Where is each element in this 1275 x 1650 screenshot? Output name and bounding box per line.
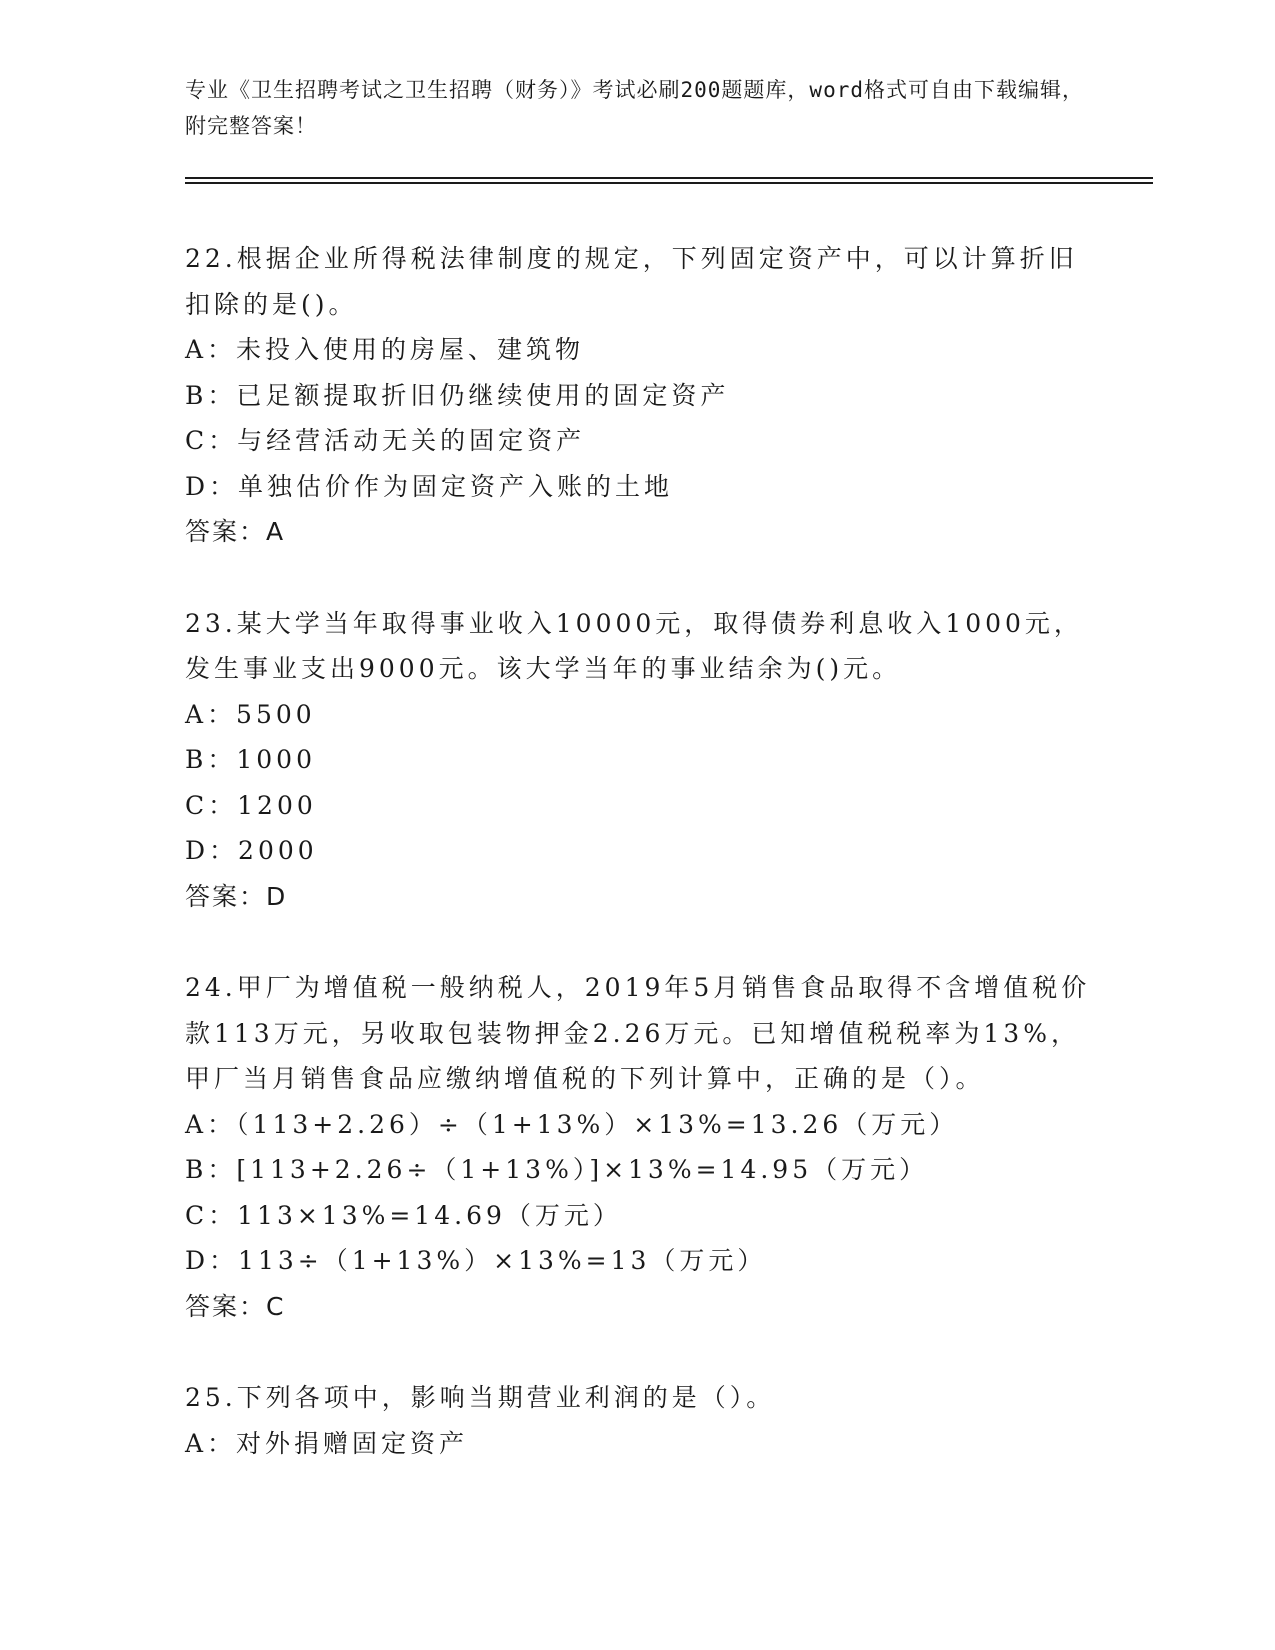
question-24 — [185, 965, 1091, 1329]
question-23 — [185, 601, 1085, 920]
question-22 — [185, 236, 1085, 555]
option-a: A：（113+2.26）÷（1+13%）×13%=13.26（万元） — [185, 1109, 959, 1139]
question-stem-line: 24.甲厂为增值税一般纳税人，2019年5月销售食品取得不含增值税价 — [185, 973, 1091, 1002]
question-stem-line: 扣除的是()。 — [185, 289, 358, 319]
question-list — [185, 236, 1091, 1512]
option-a: A：对外捐赠固定资产 — [185, 1428, 469, 1458]
answer-line: 答案：C — [185, 1291, 286, 1321]
option-d: D：113÷（1+13%）×13%=13（万元） — [185, 1246, 767, 1275]
option-c: C：113×13%=14.69（万元） — [185, 1200, 622, 1230]
question-stem-line: 款113万元，另收取包装物押金2.26万元。已知增值税税率为13%， — [185, 1018, 1080, 1048]
question-stem-line: 23.某大学当年取得事业收入10000元，取得债券利息收入1000元， — [185, 608, 1083, 638]
question-stem-line: 甲厂当月销售食品应缴纳增值税的下列计算中，正确的是（）。 — [185, 1064, 985, 1093]
option-c: C：与经营活动无关的固定资产 — [185, 426, 586, 455]
option-d: D：2000 — [185, 836, 318, 865]
question-stem-line: 25.下列各项中，影响当期营业利润的是（）。 — [185, 1383, 776, 1412]
answer-line: 答案：D — [185, 881, 288, 911]
option-a: A：5500 — [185, 699, 316, 729]
option-c: C：1200 — [185, 790, 317, 820]
option-a: A：未投入使用的房屋、建筑物 — [185, 335, 585, 364]
header-divider-top — [185, 177, 1153, 179]
option-b: B：[113+2.26÷（1+13%）]×13%=14.95（万元） — [185, 1155, 929, 1184]
answer-line: 答案：A — [185, 517, 286, 546]
option-b: B：1000 — [185, 745, 316, 774]
option-b: B：已足额提取折旧仍继续使用的固定资产 — [185, 380, 730, 410]
question-stem-line: 发生事业支出9000元。该大学当年的事业结余为()元。 — [185, 654, 902, 683]
option-d: D：单独估价作为固定资产入账的土地 — [185, 471, 674, 501]
header-divider-bottom — [185, 182, 1153, 184]
document-header: 专业《卫生招聘考试之卫生招聘（财务）》考试必刷200题题库，word格式可自由下载编辑，附完整答案！ — [185, 78, 1084, 138]
question-25 — [185, 1375, 1085, 1466]
question-stem-line: 22.根据企业所得税法律制度的规定，下列固定资产中，可以计算折旧 — [185, 244, 1078, 273]
